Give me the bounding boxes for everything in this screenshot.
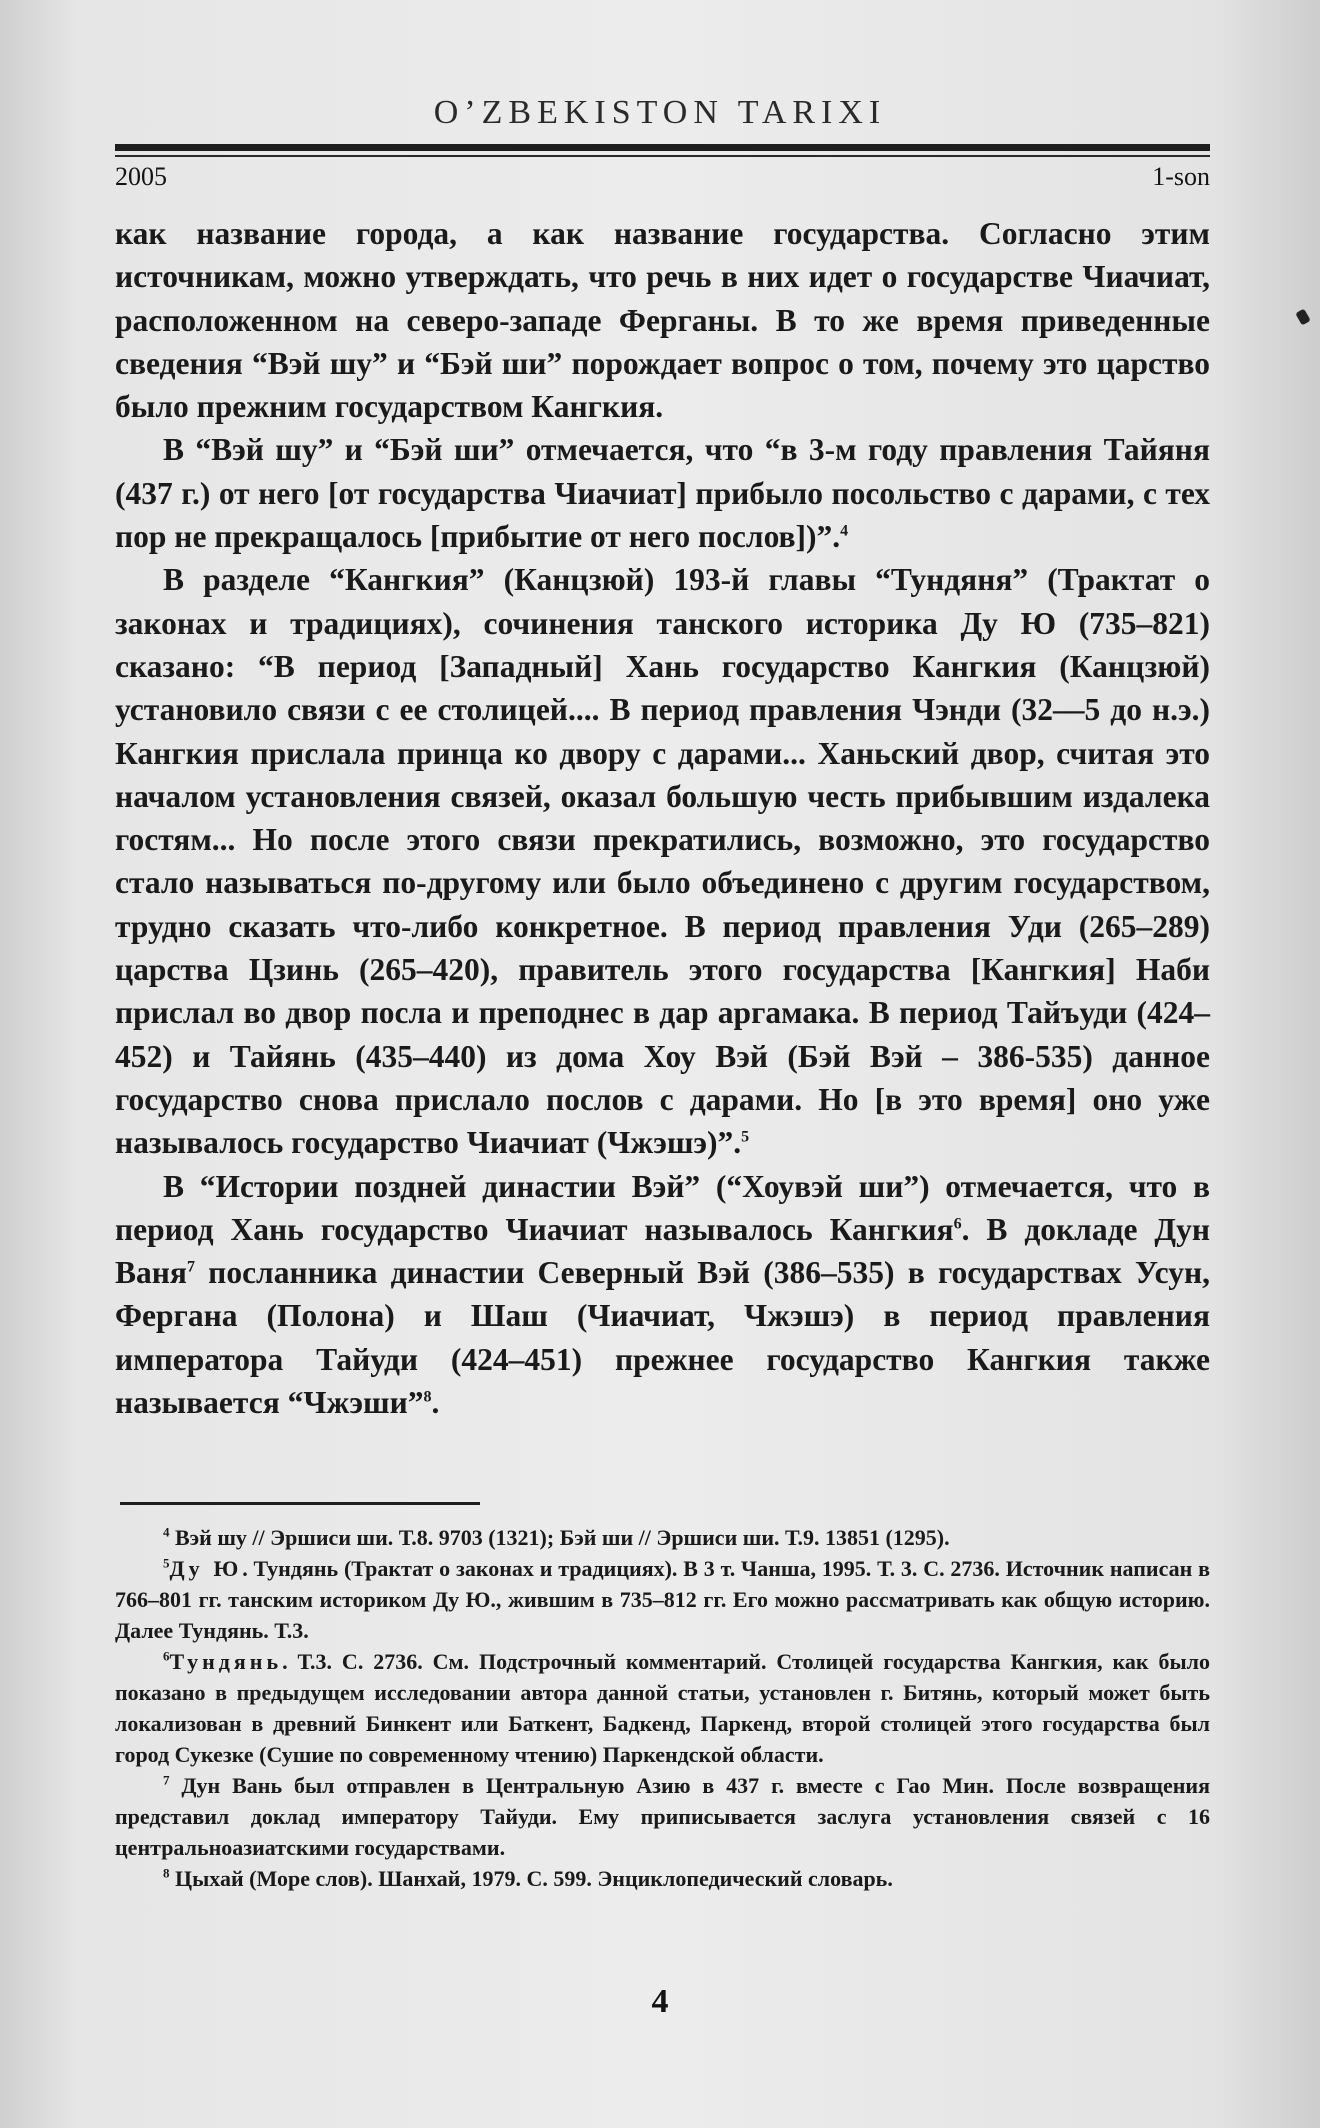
footnote-author: Тундянь [169, 1649, 283, 1674]
paragraph-4: В “Истории поздней династии Вэй” (“Хоувэй ши”) отмечается, что в период Хань государство Чиачиат называлось Кангкия$^6$. В докладе Дун Ваня$^7$ посланника династии Северный Вэй (386–535) в государствах Усун, Фергана (Полона) и Шаш (Чиачиат, Чжэшэ) в период правления императора Тайуди (424–451) прежнее государство Кангкия также называется “Чжэши”$^8$. [115, 1168, 1210, 1421]
footnote-ref-8[interactable]: 8 [423, 1388, 432, 1406]
paragraph-2: В “Вэй шу” и “Бэй ши” отмечается, что “в 3-м году правления Тайяня (437 г.) от него [от государства Чиачиат] прибыло посольство с дарами, с тех пор не прекращалось [прибытие от него послов])”.$^4$ [115, 432, 1210, 555]
footnote-ref-6[interactable]: 6 [953, 1215, 962, 1233]
page-number: 4 [651, 1983, 669, 2020]
footnote-4: $^4$ Вэй шу // Эршиси ши. Т.8. 9703 (1321); Бэй ши // Эршиси ши. Т.9. 13851 (1295). [163, 1524, 950, 1550]
paragraph-1: как название города, а как название государства. Согласно этим источникам, можно утверждать, что речь в них идет о государстве Чиачиат, расположенном на северо-западе Ферганы. В то же время приведенные сведения “Вэй шу” и “Бэй ши” порождает вопрос о том, почему это царство было прежним государством Кангкия. [115, 216, 1210, 425]
header-rule-thin [115, 155, 1210, 157]
footnote-ref-7[interactable]: 7 [186, 1258, 195, 1276]
article-body [115, 212, 1210, 1424]
footnote-ref-4[interactable]: 4 [840, 522, 849, 540]
header-rule-thick [115, 144, 1210, 151]
issue-label: 1-son [1152, 162, 1210, 191]
journal-title: O’ZBEKISTON TARIXI [433, 94, 887, 131]
footnote-divider [120, 1502, 480, 1505]
year-label: 2005 [115, 162, 167, 191]
paragraph-3: В разделе “Кангкия” (Канцзюй) 193-й главы “Тундяня” (Трактат о законах и традициях), сочинения танского историка Ду Ю (735–821) сказано: “В период [Западный] Хань государство Кангкия (Канцзюй) установило связи с ее столицей.... В период правления Чэнди (32—5 до н.э.) Кангкия прислала принца ко двору с дарами... Ханьский двор, считая это началом установления связей, оказал большую честь прибывшим издалека гостям... Но после этого связи прекратились, возможно, это государство стало называться по-другому или было объединено с другим государством, трудно сказать что-либо конкретное. В период правления Уди (265–289) царства Цзинь (265–420), правитель этого государства [Кангкия] Наби прислал во двор посла и преподнес в дар аргамака. В период Тайъуди (424–452) и Тайянь (435–440) из дома Хоу Вэй (Бэй Вэй – 386-535) данное государство снова прислало послов с дарами. Но [в это время] оно уже называлось государство Чиачиат (Чжэшэ)”.$^5$ [115, 562, 1210, 1161]
footnote-author: Ду Ю [169, 1556, 243, 1581]
footnote-8: $^8$ Цыхай (Море слов). Шанхай, 1979. С. 599. Энциклопедический словарь. [163, 1865, 893, 1891]
footnote-7: $^7$ Дун Вань был отправлен в Центральную Азию в 437 г. вместе с Гао Мин. После возвращения представил доклад императору Тайуди. Ему приписывается заслуга установления связей с 16 центральноазиатскими государствами. [115, 1772, 1210, 1860]
footnote-ref-5[interactable]: 5 [741, 1128, 750, 1146]
footnote-5: $^5$Ду Ю. Тундянь (Трактат о законах и традициях). В 3 т. Чанша, 1995. Т. 3. С. 2736. Источник написан в 766–801 гг. танским историком Ду Ю., жившим в 735–812 гг. Его можно рассматривать как общую историю. Далее Тундянь. Т.3. [115, 1555, 1210, 1643]
page-edge-mark [1295, 308, 1311, 325]
footnotes [115, 1522, 1210, 1894]
footnote-6: $^6$Тундянь. Т.3. С. 2736. См. Подстрочный комментарий. Столицей государства Кангкия, как было показано в предыдущем исследовании автора данной статьи, установлен г. Битянь, который может быть локализован в древний Бинкент или Баткент, Бадкенд, Паркенд, второй столицей этого государства был город Сукезке (Сушие по современному чтению) Паркендской области. [115, 1648, 1210, 1767]
